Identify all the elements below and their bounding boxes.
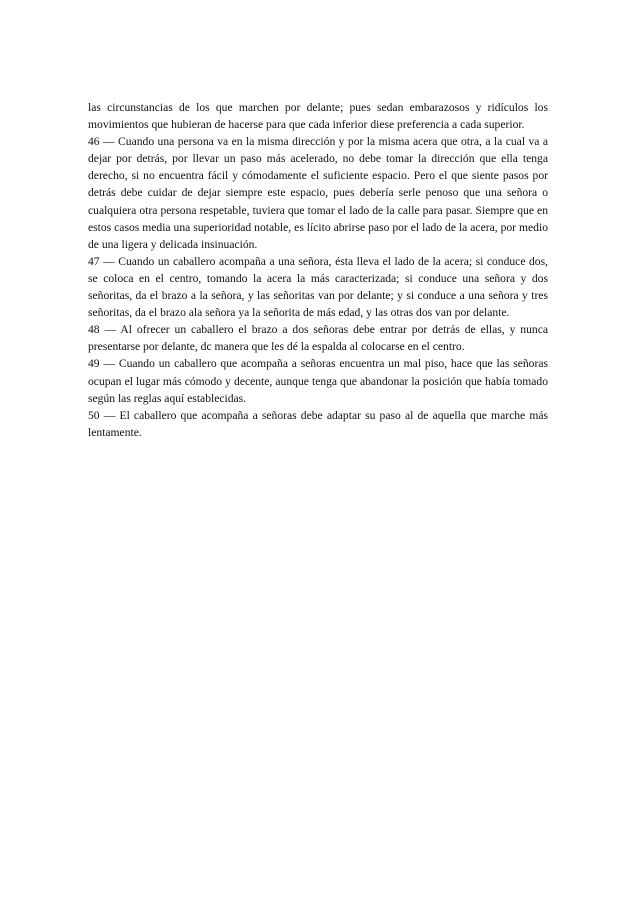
paragraph-48: 48 — Al ofrecer un caballero el brazo a dos señoras debe entrar por detrás de ellas, y nunca presentarse por delante, dc manera que les dé la espalda al colocarse en el centro. bbox=[88, 323, 548, 354]
paragraph-49: 49 — Cuando un caballero que acompaña a señoras encuentra un mal piso, hace que las señoras ocupan el lugar más cómodo y decente, aunque tenga que abandonar la posición que había tomado según las reglas aquí establecidas. bbox=[88, 357, 548, 405]
document-body bbox=[88, 99, 548, 441]
paragraph-46: 46 — Cuando una persona va en la misma dirección y por la misma acera que otra, a la cual va a dejar por detrás, por llevar un paso más acelerado, no debe tomar la dirección que ella tenga derecho, si no encuentra fácil y cómodamente el suficiente espacio. Pero el que siente pasos por detrás debe cuidar de dejar siempre este espacio, pues debería serle penoso que una señora o cualquiera otra persona respetable, tuviera que tomar el lado de la calle para pasar. Siempre que en estos casos media una superioridad notable, es lícito abrirse paso por el lado de la acera, por medio de una ligera y delicada insinuación. bbox=[88, 135, 548, 251]
paragraph-50: 50 — El caballero que acompaña a señoras debe adaptar su paso al de aquella que marche más lentamente. bbox=[88, 408, 548, 439]
paragraph-continuation: las circunstancias de los que marchen por delante; pues sedan embarazosos y ridículos los movimientos que hubieran de hacerse para que cada inferior diese preferencia a cada superior. bbox=[88, 101, 548, 132]
paragraph-47: 47 — Cuando un caballero acompaña a una señora, ésta lleva el lado de la acera; si conduce dos, se coloca en el centro, tomando la acera la más caracterizada; si conduce una señora y dos señoritas, da el brazo a la señora, y las señoritas van por delante; y si conduce a una señora y tres señoritas, da el brazo ala señora ya la señorita de más edad, y las otras dos van por delante. bbox=[88, 254, 548, 320]
